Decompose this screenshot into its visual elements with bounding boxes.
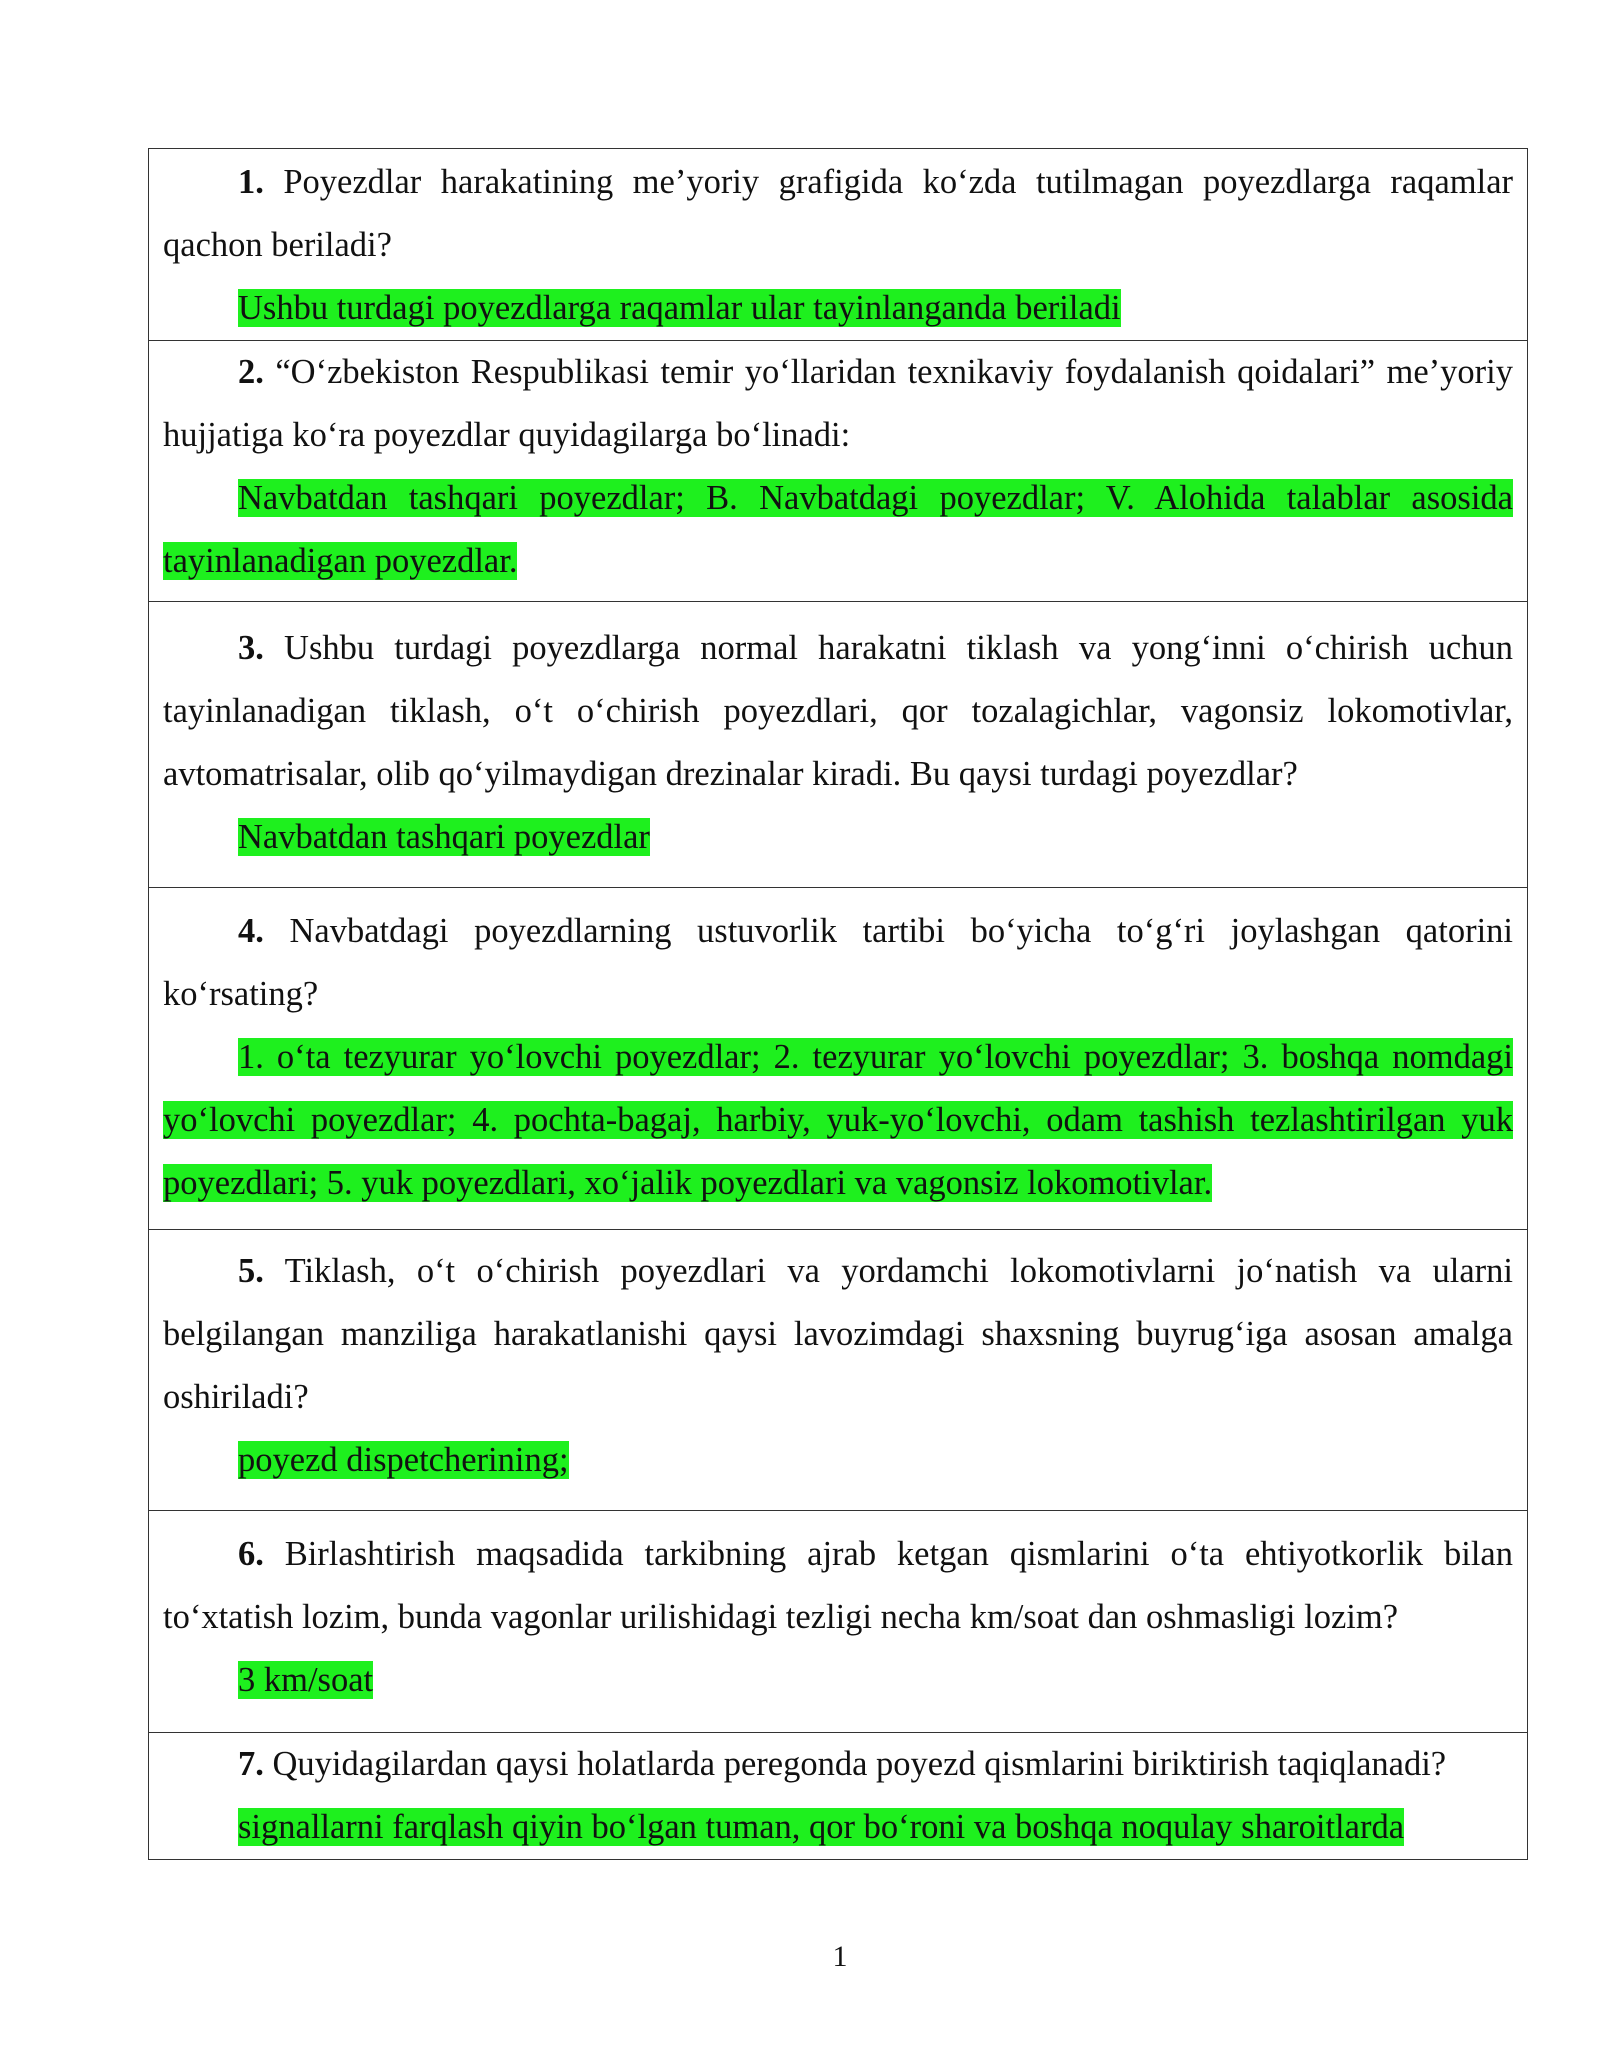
question-text [163, 341, 1513, 467]
question-number: 1. [238, 163, 264, 201]
question-cell-6 [149, 1510, 1527, 1732]
answer-highlight: poyezd dispetcherining; [238, 1441, 569, 1479]
question-cell-7 [149, 1732, 1527, 1859]
answer-highlight: 1. o‘ta tezyurar yo‘lovchi poyezdlar; 2. tezyurar yo‘lovchi poyezdlar; 3. boshqa nomdagi yo‘lovchi poyezdlar; 4. pochta-bagaj, harbiy, yuk-yo‘lovchi, odam tashish tezlashtirilgan yuk poyezdlari; 5. yuk poyezdlari, xo‘jalik poyezdlari va vagonsiz lokomotivlar. [163, 1038, 1513, 1202]
answer-line [163, 806, 1513, 869]
answer-line [163, 277, 1513, 340]
answer-line [163, 1649, 1513, 1712]
question-number: 4. [238, 912, 264, 950]
answer-highlight: signallarni farqlash qiyin bo‘lgan tuman, qor bo‘roni va boshqa noqulay sharoitlarda [238, 1808, 1405, 1846]
question-number: 7. [238, 1745, 264, 1783]
answer-highlight: 3 km/soat [238, 1661, 374, 1699]
question-text [163, 1240, 1513, 1429]
answer-highlight: Ushbu turdagi poyezdlarga raqamlar ular tayinlanganda beriladi [238, 289, 1121, 327]
page-number: 1 [832, 1940, 848, 1973]
question-cell-3 [149, 601, 1527, 887]
answer-highlight: Navbatdan tashqari poyezdlar [238, 818, 650, 856]
answer-highlight: Navbatdan tashqari poyezdlar; B. Navbatdagi poyezdlar; V. Alohida talablar asosida tayinlanadigan poyezdlar. [163, 479, 1513, 580]
question-cell-1 [149, 149, 1527, 340]
answer-line [163, 1026, 1513, 1215]
question-body: Poyezdlar harakatining me’yoriy grafigida ko‘zda tutilmagan poyezdlarga raqamlar qachon beriladi? [163, 163, 1513, 264]
question-text [163, 900, 1513, 1026]
question-body: “O‘zbekiston Respublikasi temir yo‘llaridan texnikaviy foydalanish qoidalari” me’yoriy hujjatiga ko‘ra poyezdlar quyidagilarga bo‘linadi: [163, 353, 1513, 454]
question-text [163, 151, 1513, 277]
question-number: 3. [238, 629, 264, 667]
answer-line [163, 1796, 1513, 1859]
question-text [163, 617, 1513, 806]
question-cell-5 [149, 1229, 1527, 1510]
question-cell-2 [149, 340, 1527, 601]
question-body: Navbatdagi poyezdlarning ustuvorlik tartibi bo‘yicha to‘g‘ri joylashgan qatorini ko‘rsating? [163, 912, 1513, 1013]
question-number: 2. [238, 353, 264, 391]
question-body: Tiklash, o‘t o‘chirish poyezdlari va yordamchi lokomotivlarni jo‘natish va ularni belgilangan manziliga harakatlanishi qaysi lavozimdagi shaxsning buyrug‘iga asosan amalga oshiriladi? [163, 1252, 1513, 1416]
answer-line [163, 1429, 1513, 1492]
question-number: 5. [238, 1252, 264, 1290]
question-body: Ushbu turdagi poyezdlarga normal harakatni tiklash va yong‘inni o‘chirish uchun tayinlanadigan tiklash, o‘t o‘chirish poyezdlari, qor tozalagichlar, vagonsiz lokomotivlar, avtomatrisalar, olib qo‘yilmaydigan drezinalar kiradi. Bu qaysi turdagi poyezdlar? [163, 629, 1513, 793]
question-number: 6. [238, 1535, 264, 1573]
question-body: Quyidagilardan qaysi holatlarda peregonda poyezd qismlarini biriktirish taqiqlanadi? [263, 1745, 1447, 1783]
answer-line [163, 467, 1513, 593]
question-text [163, 1523, 1513, 1649]
question-table [148, 148, 1528, 1860]
question-body: Birlashtirish maqsadida tarkibning ajrab ketgan qismlarini o‘ta ehtiyotkorlik bilan to‘xtatish lozim, bunda vagonlar urilishidagi tezligi necha km/soat dan oshmasligi lozim? [163, 1535, 1513, 1636]
question-text [163, 1733, 1513, 1796]
question-cell-4 [149, 887, 1527, 1229]
